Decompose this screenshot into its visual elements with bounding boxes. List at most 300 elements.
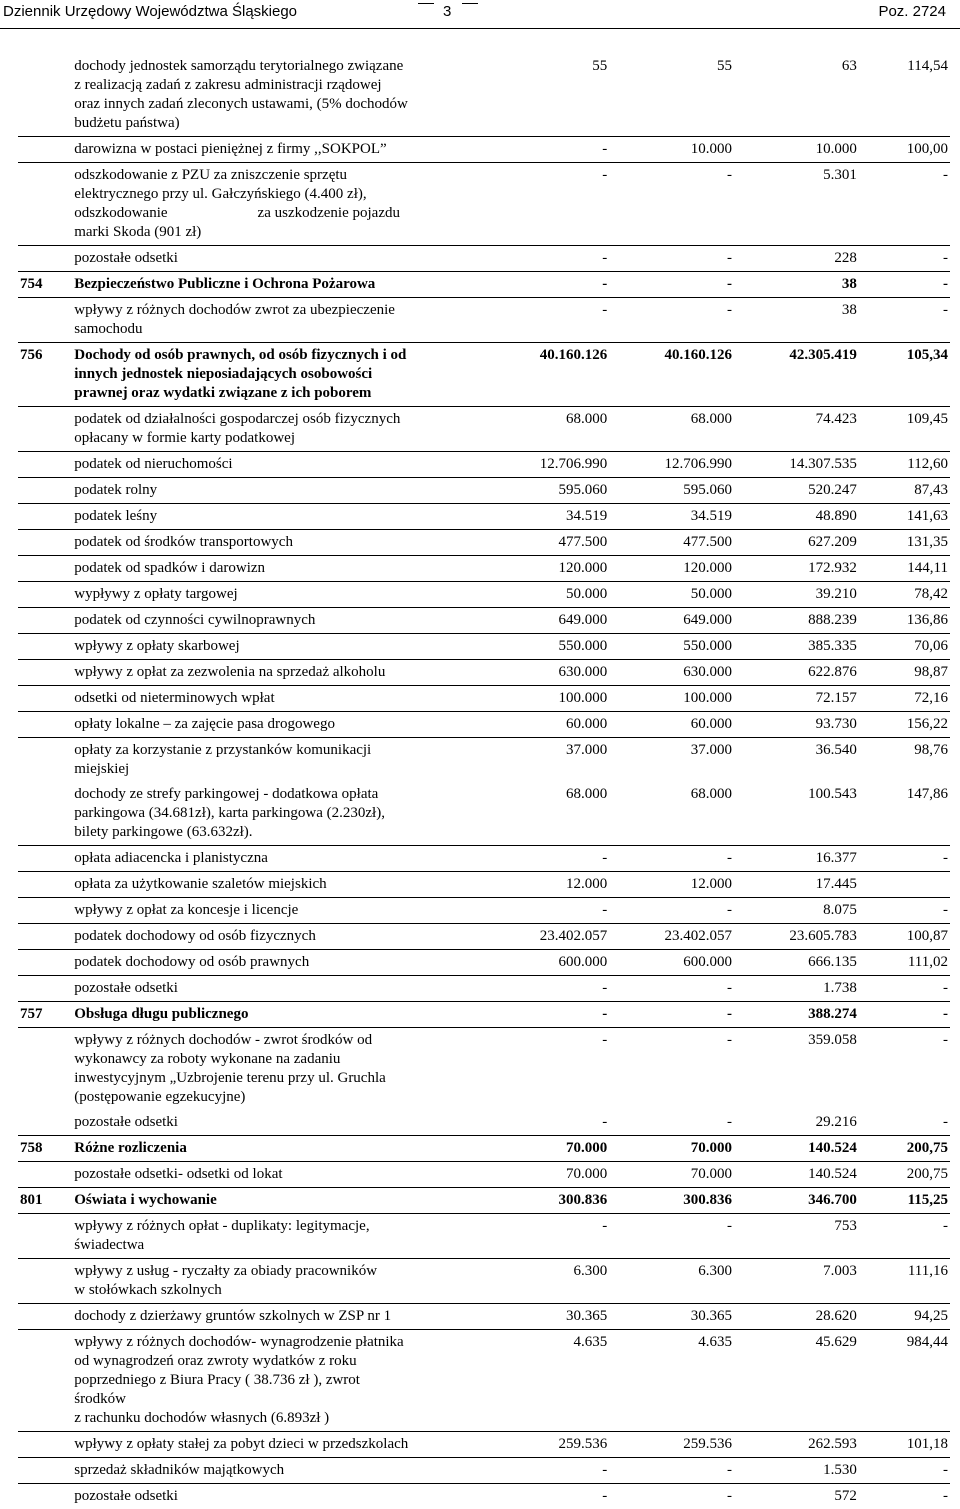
description-line: Różne rozliczenia	[74, 1139, 482, 1158]
plan-initial: 550.000	[485, 634, 610, 660]
page-number: 3	[443, 3, 451, 20]
percent-executed: 131,35	[859, 530, 950, 556]
percent-executed: -	[859, 1458, 950, 1484]
table-row	[18, 1162, 950, 1188]
percent-executed: 72,16	[859, 686, 950, 712]
section-code	[18, 950, 72, 976]
execution: 8.075	[734, 898, 859, 924]
plan-initial: 100.000	[485, 686, 610, 712]
description-line: od wynagrodzeń oraz zwroty wydatków z roku	[74, 1352, 482, 1371]
section-code	[18, 1330, 72, 1432]
description-line: z rachunku dochodów własnych (6.893zł )	[74, 1409, 482, 1428]
plan-after-changes: 477.500	[609, 530, 734, 556]
execution: 385.335	[734, 634, 859, 660]
plan-initial: 12.706.990	[485, 452, 610, 478]
row-description	[72, 846, 484, 872]
header-dash-right	[462, 3, 478, 4]
execution: 1.738	[734, 976, 859, 1002]
description-line: podatek rolny	[74, 481, 482, 500]
percent-executed: 87,43	[859, 478, 950, 504]
plan-initial: -	[485, 1110, 610, 1136]
plan-after-changes: 37.000	[609, 738, 734, 783]
journal-title: Dziennik Urzędowy Województwa Śląskiego	[3, 3, 297, 20]
row-description	[72, 478, 484, 504]
plan-initial: 6.300	[485, 1259, 610, 1304]
row-description	[72, 1330, 484, 1432]
percent-executed: 141,63	[859, 504, 950, 530]
execution: 753	[734, 1214, 859, 1259]
row-description	[72, 1028, 484, 1111]
plan-after-changes: 300.836	[609, 1188, 734, 1214]
plan-initial: 259.536	[485, 1432, 610, 1458]
percent-executed: 98,87	[859, 660, 950, 686]
table-row	[18, 738, 950, 783]
plan-after-changes: 649.000	[609, 608, 734, 634]
section-code	[18, 1432, 72, 1458]
percent-executed: 109,45	[859, 407, 950, 452]
execution: 45.629	[734, 1330, 859, 1432]
description-line: inwestycyjnym „Uzbrojenie terenu przy ul. Gruchla	[74, 1069, 482, 1088]
table-row	[18, 504, 950, 530]
execution: 100.543	[734, 782, 859, 846]
plan-initial: 300.836	[485, 1188, 610, 1214]
percent-executed: -	[859, 163, 950, 246]
execution: 42.305.419	[734, 343, 859, 407]
row-description	[72, 343, 484, 407]
plan-initial: -	[485, 163, 610, 246]
execution: 622.876	[734, 660, 859, 686]
row-description	[72, 924, 484, 950]
plan-after-changes: 259.536	[609, 1432, 734, 1458]
percent-executed	[859, 872, 950, 898]
plan-initial: -	[485, 1214, 610, 1259]
execution: 5.301	[734, 163, 859, 246]
percent-executed: 156,22	[859, 712, 950, 738]
table-row	[18, 54, 950, 137]
plan-after-changes: -	[609, 1214, 734, 1259]
row-description	[72, 163, 484, 246]
description-line: pozostałe odsetki- odsetki od lokat	[74, 1165, 482, 1184]
table-row	[18, 950, 950, 976]
description-line: Obsługa długu publicznego	[74, 1005, 482, 1024]
percent-executed: -	[859, 898, 950, 924]
row-description	[72, 1432, 484, 1458]
section-code	[18, 712, 72, 738]
description-line: marki Skoda (901 zł)	[74, 223, 482, 242]
plan-after-changes: 23.402.057	[609, 924, 734, 950]
plan-after-changes: -	[609, 1484, 734, 1509]
execution: 93.730	[734, 712, 859, 738]
plan-initial: -	[485, 976, 610, 1002]
percent-executed: 70,06	[859, 634, 950, 660]
description-line: podatek dochodowy od osób fizycznych	[74, 927, 482, 946]
row-description	[72, 298, 484, 343]
plan-initial: 68.000	[485, 407, 610, 452]
plan-initial: 120.000	[485, 556, 610, 582]
execution: 888.239	[734, 608, 859, 634]
table-row	[18, 976, 950, 1002]
execution: 627.209	[734, 530, 859, 556]
table-row	[18, 478, 950, 504]
section-code	[18, 1259, 72, 1304]
row-description	[72, 872, 484, 898]
plan-after-changes: 595.060	[609, 478, 734, 504]
table-row	[18, 530, 950, 556]
description-line: poprzedniego z Biura Pracy ( 38.736 zł ), zwrot	[74, 1371, 482, 1390]
row-description	[72, 1458, 484, 1484]
percent-executed: 984,44	[859, 1330, 950, 1432]
plan-after-changes: 60.000	[609, 712, 734, 738]
plan-after-changes: 68.000	[609, 782, 734, 846]
execution: 262.593	[734, 1432, 859, 1458]
section-code	[18, 1162, 72, 1188]
percent-executed: -	[859, 1110, 950, 1136]
plan-after-changes: -	[609, 1028, 734, 1111]
plan-after-changes: 70.000	[609, 1136, 734, 1162]
plan-after-changes: 12.000	[609, 872, 734, 898]
description-line: elektrycznego przy ul. Gałczyńskiego (4.400 zł),	[74, 185, 482, 204]
plan-initial: 70.000	[485, 1136, 610, 1162]
description-line: podatek od nieruchomości	[74, 455, 482, 474]
plan-initial: 37.000	[485, 738, 610, 783]
percent-executed: 147,86	[859, 782, 950, 846]
plan-after-changes: -	[609, 298, 734, 343]
plan-after-changes: 630.000	[609, 660, 734, 686]
section-code	[18, 163, 72, 246]
plan-initial: 600.000	[485, 950, 610, 976]
plan-after-changes: 550.000	[609, 634, 734, 660]
plan-after-changes: 10.000	[609, 137, 734, 163]
table-row	[18, 660, 950, 686]
table-row	[18, 608, 950, 634]
section-code: 754	[18, 272, 72, 298]
execution: 28.620	[734, 1304, 859, 1330]
execution: 140.524	[734, 1136, 859, 1162]
plan-initial: -	[485, 246, 610, 272]
section-code	[18, 924, 72, 950]
table-row	[18, 712, 950, 738]
percent-executed: 144,11	[859, 556, 950, 582]
table-row	[18, 1110, 950, 1136]
plan-initial: -	[485, 1002, 610, 1028]
table-row	[18, 1259, 950, 1304]
table-row	[18, 634, 950, 660]
percent-executed: 98,76	[859, 738, 950, 783]
description-line: pozostałe odsetki	[74, 1113, 482, 1132]
section-code	[18, 582, 72, 608]
plan-after-changes: 6.300	[609, 1259, 734, 1304]
description-line: wpływy z różnych dochodów- wynagrodzenie płatnika	[74, 1333, 482, 1352]
plan-initial: 595.060	[485, 478, 610, 504]
execution: 39.210	[734, 582, 859, 608]
description-line: pozostałe odsetki	[74, 249, 482, 268]
description-line: wpływy z różnych dochodów zwrot za ubezpieczenie	[74, 301, 482, 320]
section-code	[18, 976, 72, 1002]
section-code	[18, 530, 72, 556]
description-line: opłata adiacencka i planistyczna	[74, 849, 482, 868]
description-line: dochody z dzierżawy gruntów szkolnych w ZSP nr 1	[74, 1307, 482, 1326]
row-description	[72, 1136, 484, 1162]
row-description	[72, 452, 484, 478]
percent-executed: 115,25	[859, 1188, 950, 1214]
description-line: podatek dochodowy od osób prawnych	[74, 953, 482, 972]
section-code	[18, 872, 72, 898]
table-row	[18, 846, 950, 872]
section-code	[18, 246, 72, 272]
row-description	[72, 634, 484, 660]
percent-executed: 105,34	[859, 343, 950, 407]
budget-table	[18, 54, 950, 1509]
row-description	[72, 782, 484, 846]
description-line: budżetu państwa)	[74, 114, 482, 133]
plan-after-changes: -	[609, 163, 734, 246]
section-code	[18, 634, 72, 660]
execution: 346.700	[734, 1188, 859, 1214]
position-number: Poz. 2724	[878, 3, 946, 20]
plan-initial: 40.160.126	[485, 343, 610, 407]
description-line: opłacany w formie karty podatkowej	[74, 429, 482, 448]
section-code: 801	[18, 1188, 72, 1214]
plan-initial: 4.635	[485, 1330, 610, 1432]
execution: 16.377	[734, 846, 859, 872]
execution: 359.058	[734, 1028, 859, 1111]
table-row	[18, 1136, 950, 1162]
plan-after-changes: 12.706.990	[609, 452, 734, 478]
percent-executed: -	[859, 1002, 950, 1028]
budget-table-body	[18, 54, 950, 1509]
section-code	[18, 556, 72, 582]
section-code	[18, 1110, 72, 1136]
section-code: 758	[18, 1136, 72, 1162]
section-code	[18, 608, 72, 634]
description-line: wykonawcy za roboty wykonane na zadaniu	[74, 1050, 482, 1069]
description-line-part: za uszkodzenie pojazdu	[258, 205, 400, 221]
percent-executed: 136,86	[859, 608, 950, 634]
execution: 38	[734, 298, 859, 343]
table-row	[18, 1002, 950, 1028]
percent-executed: 94,25	[859, 1304, 950, 1330]
description-line: w stołówkach szkolnych	[74, 1281, 482, 1300]
table-row	[18, 246, 950, 272]
row-description	[72, 1484, 484, 1509]
plan-after-changes: -	[609, 898, 734, 924]
description-line: dochody ze strefy parkingowej - dodatkowa opłata	[74, 785, 482, 804]
description-line: podatek od działalności gospodarczej osób fizycznych	[74, 410, 482, 429]
table-row	[18, 898, 950, 924]
plan-after-changes: 600.000	[609, 950, 734, 976]
plan-initial: 23.402.057	[485, 924, 610, 950]
execution: 140.524	[734, 1162, 859, 1188]
table-row	[18, 582, 950, 608]
execution: 36.540	[734, 738, 859, 783]
section-code	[18, 846, 72, 872]
plan-after-changes: -	[609, 246, 734, 272]
plan-initial: -	[485, 1484, 610, 1509]
description-line: parkingowa (34.681zł), karta parkingowa (2.230zł),	[74, 804, 482, 823]
page-header	[0, 0, 960, 29]
plan-initial: -	[485, 1028, 610, 1111]
plan-initial: 12.000	[485, 872, 610, 898]
plan-initial: 30.365	[485, 1304, 610, 1330]
description-line: odsetki od nieterminowych wpłat	[74, 689, 482, 708]
row-description	[72, 898, 484, 924]
percent-executed: -	[859, 272, 950, 298]
section-code	[18, 1028, 72, 1111]
description-line: Bezpieczeństwo Publiczne i Ochrona Pożarowa	[74, 275, 482, 294]
execution: 572	[734, 1484, 859, 1509]
table-row	[18, 556, 950, 582]
execution: 14.307.535	[734, 452, 859, 478]
description-line: podatek leśny	[74, 507, 482, 526]
row-description	[72, 976, 484, 1002]
execution: 10.000	[734, 137, 859, 163]
table-row	[18, 1028, 950, 1111]
table-row	[18, 1330, 950, 1432]
table-row	[18, 343, 950, 407]
table-row	[18, 137, 950, 163]
percent-executed: 100,87	[859, 924, 950, 950]
table-row	[18, 1214, 950, 1259]
plan-initial: 68.000	[485, 782, 610, 846]
description-line: z realizacją zadań z zakresu administracji rządowej	[74, 76, 482, 95]
plan-after-changes: 34.519	[609, 504, 734, 530]
description-line: Oświata i wychowanie	[74, 1191, 482, 1210]
table-row	[18, 272, 950, 298]
execution: 228	[734, 246, 859, 272]
section-code	[18, 54, 72, 137]
table-row	[18, 872, 950, 898]
plan-after-changes: 120.000	[609, 556, 734, 582]
execution: 29.216	[734, 1110, 859, 1136]
section-code	[18, 782, 72, 846]
row-description	[72, 1214, 484, 1259]
row-description	[72, 1304, 484, 1330]
execution: 520.247	[734, 478, 859, 504]
row-description	[72, 1259, 484, 1304]
table-row	[18, 686, 950, 712]
table-row	[18, 452, 950, 478]
percent-executed: 112,60	[859, 452, 950, 478]
section-code	[18, 660, 72, 686]
plan-initial: 50.000	[485, 582, 610, 608]
plan-after-changes: 4.635	[609, 1330, 734, 1432]
plan-initial: 60.000	[485, 712, 610, 738]
percent-executed: 114,54	[859, 54, 950, 137]
row-description	[72, 582, 484, 608]
description-line: oraz innych zadań zleconych ustawami, (5% dochodów	[74, 95, 482, 114]
plan-initial: -	[485, 137, 610, 163]
execution: 17.445	[734, 872, 859, 898]
plan-initial: 630.000	[485, 660, 610, 686]
description-line: wpływy z różnych opłat - duplikaty: legitymacje,	[74, 1217, 482, 1236]
row-description	[72, 950, 484, 976]
section-code	[18, 738, 72, 783]
execution: 63	[734, 54, 859, 137]
section-code	[18, 1214, 72, 1259]
description-line: miejskiej	[74, 760, 482, 779]
description-line: Dochody od osób prawnych, od osób fizycznych i od	[74, 346, 482, 365]
plan-initial: -	[485, 272, 610, 298]
plan-initial: -	[485, 846, 610, 872]
plan-initial: -	[485, 1458, 610, 1484]
percent-executed: 101,18	[859, 1432, 950, 1458]
percent-executed: 111,16	[859, 1259, 950, 1304]
section-code	[18, 452, 72, 478]
percent-executed: 78,42	[859, 582, 950, 608]
description-line-part: odszkodowanie	[74, 205, 167, 221]
percent-executed: -	[859, 846, 950, 872]
row-description	[72, 686, 484, 712]
plan-after-changes: -	[609, 272, 734, 298]
table-row	[18, 298, 950, 343]
table-row	[18, 1458, 950, 1484]
percent-executed: -	[859, 246, 950, 272]
table-row	[18, 924, 950, 950]
plan-initial: 55	[485, 54, 610, 137]
description-line: (postępowanie egzekucyjne)	[74, 1088, 482, 1107]
execution: 1.530	[734, 1458, 859, 1484]
section-code: 756	[18, 343, 72, 407]
section-code	[18, 898, 72, 924]
table-row	[18, 1304, 950, 1330]
description-line: wpływy z opłat za koncesje i licencje	[74, 901, 482, 920]
plan-after-changes: 40.160.126	[609, 343, 734, 407]
plan-after-changes: 100.000	[609, 686, 734, 712]
row-description	[72, 137, 484, 163]
table-row	[18, 407, 950, 452]
description-line: odszkodowanie z PZU za zniszczenie sprzętu	[74, 166, 482, 185]
percent-executed: -	[859, 1484, 950, 1509]
description-line: wypływy z opłaty targowej	[74, 585, 482, 604]
plan-after-changes: -	[609, 1110, 734, 1136]
description-line: wpływy z opłaty stałej za pobyt dzieci w przedszkolach	[74, 1435, 482, 1454]
table-row	[18, 782, 950, 846]
row-description	[72, 407, 484, 452]
percent-executed: 200,75	[859, 1162, 950, 1188]
section-code	[18, 1304, 72, 1330]
section-code	[18, 478, 72, 504]
table-row	[18, 1484, 950, 1509]
execution: 172.932	[734, 556, 859, 582]
execution: 72.157	[734, 686, 859, 712]
plan-after-changes: 30.365	[609, 1304, 734, 1330]
section-code	[18, 504, 72, 530]
execution: 666.135	[734, 950, 859, 976]
plan-after-changes: -	[609, 846, 734, 872]
description-line: pozostałe odsetki	[74, 1487, 482, 1506]
plan-initial: -	[485, 898, 610, 924]
section-code	[18, 1458, 72, 1484]
section-code: 757	[18, 1002, 72, 1028]
plan-initial: 649.000	[485, 608, 610, 634]
plan-after-changes: -	[609, 976, 734, 1002]
section-code	[18, 1484, 72, 1509]
description-line	[74, 204, 482, 223]
row-description	[72, 712, 484, 738]
row-description	[72, 54, 484, 137]
table-row	[18, 1188, 950, 1214]
description-line: podatek od spadków i darowizn	[74, 559, 482, 578]
execution: 38	[734, 272, 859, 298]
percent-executed: -	[859, 1214, 950, 1259]
description-line: darowizna w postaci pieniężnej z firmy ,,SOKPOL”	[74, 140, 482, 159]
plan-initial: 34.519	[485, 504, 610, 530]
plan-initial: 477.500	[485, 530, 610, 556]
plan-initial: -	[485, 298, 610, 343]
execution: 23.605.783	[734, 924, 859, 950]
description-line: bilety parkingowe (63.632zł).	[74, 823, 482, 842]
row-description	[72, 530, 484, 556]
